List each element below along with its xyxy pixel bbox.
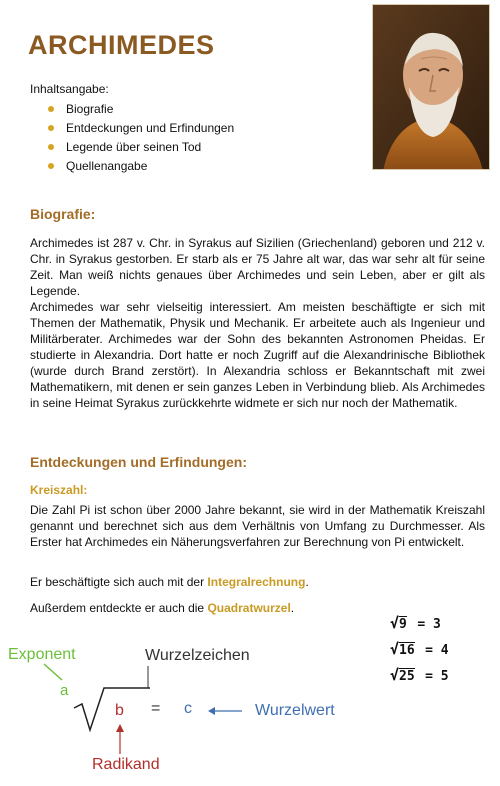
wurzelzeichen-label: Wurzelzeichen xyxy=(145,647,250,664)
section-heading-biografie: Biografie: xyxy=(30,206,96,222)
biografie-paragraph-1: Archimedes ist 287 v. Chr. in Syrakus auf Sizilien (Griechenland) geboren und 212 v. Chr. in Syrakus gestorben. Er starb als er 75 Jahre alt war, das war sehr alt für seine Zeit. Man weiß nichts genaues über Archimedes und sein Leben, aber er gilt als Legende. xyxy=(30,236,485,298)
root-value-c: c xyxy=(184,700,192,717)
integral-highlight: Integralrechnung xyxy=(207,575,306,589)
subheading-kreiszahl: Kreiszahl: xyxy=(30,483,88,497)
biografie-paragraph-2: Archimedes war sehr vielseitig interessiert. Am meisten beschäftigte er sich mit Themen der Mathematik, Physik und Mechanik. Er arbeitete auch als Ingenieur und Militärberater. Archimedes war der Sohn des bekannten Astronomen Pheidas. Er studierte in Alexandria. Dort hatte er noch Zugriff auf die Alexandrinische Bibliothek (wurde durch Brand zerstört). In Alexandria schloss er Bekanntschaft mit zwei Mathematikern, mit denen er sein ganzes Leben in Verbindung blieb. Als Archimedes in seine Heimat Syrakus zurückkehrte widmete er sich nur noch der Mathematik. xyxy=(30,300,485,410)
radical-sign-icon: √ xyxy=(390,614,400,632)
radical-sign-icon: √ xyxy=(390,666,400,684)
page-title: ARCHIMEDES xyxy=(28,30,215,60)
radical-sign-icon: √ xyxy=(390,640,400,658)
section-heading-entdeckungen: Entdeckungen und Erfindungen: xyxy=(30,454,247,470)
equals-sign: = xyxy=(151,700,161,717)
kreiszahl-paragraph: Die Zahl Pi ist schon über 2000 Jahre bekannt, sie wird in der Mathematik Kreiszahl genannt und berechnet sich aus dem Verhältnis von Umfang zu Durchmesser. Als Erster hat Archimedes ein Näherungsverfahren zur Berechnung von Pi entwickelt. xyxy=(30,503,485,549)
exponent-a: a xyxy=(60,682,69,699)
quadratwurzel-text: Außerdem entdeckte er auch die xyxy=(30,601,208,615)
radikand-label: Radikand xyxy=(92,756,160,773)
wurzelwert-label: Wurzelwert xyxy=(255,702,335,719)
root-result: = 5 xyxy=(425,669,449,684)
root-result: = 3 xyxy=(417,617,441,632)
quadratwurzel-end: . xyxy=(290,601,295,615)
toc-item-entdeckungen[interactable]: Entdeckungen und Erfindungen xyxy=(44,119,234,138)
archimedes-portrait xyxy=(372,4,490,170)
quadratwurzel-highlight: Quadratwurzel xyxy=(207,601,291,615)
integral-paragraph xyxy=(30,574,485,590)
toc-label: Inhaltsangabe: xyxy=(30,82,109,96)
toc-item-legende[interactable]: Legende über seinen Tod xyxy=(44,138,234,157)
root-example xyxy=(390,614,441,632)
root-radicand: 25 xyxy=(399,669,415,684)
integral-text: Er beschäftigte sich auch mit der xyxy=(30,575,208,589)
toc-item-quellen[interactable]: Quellenangabe xyxy=(44,157,234,176)
exponent-label: Exponent xyxy=(8,646,76,663)
toc-list xyxy=(44,100,234,176)
toc-item-biografie[interactable]: Biografie xyxy=(44,100,234,119)
root-radicand: 9 xyxy=(399,617,407,632)
integral-end: . xyxy=(305,575,309,589)
root-result: = 4 xyxy=(425,643,449,658)
root-radicand: 16 xyxy=(399,643,415,658)
radicand-b: b xyxy=(115,702,124,719)
